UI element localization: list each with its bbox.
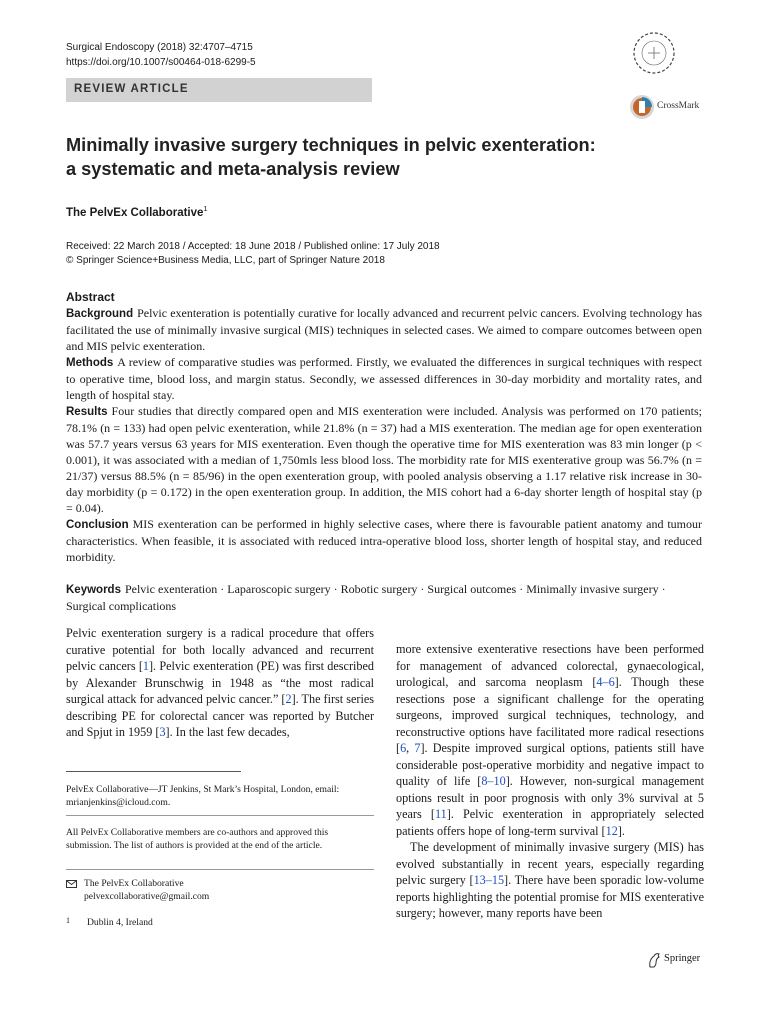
contact-name: The PelvEx Collaborative [84, 878, 184, 889]
body-text: ]. Though these resections pose a significant challenge for the operating surgeons, improved surgical techniques, technology, and reconstructive options have facilitated more radical resections [ [396, 675, 704, 755]
society-seal-icon [628, 28, 680, 78]
doi-link[interactable]: https://doi.org/10.1007/s00464-018-6299-5 [66, 57, 256, 68]
footnote-contact [84, 878, 392, 903]
abstract-methods-text: A review of comparative studies was performed. Firstly, we evaluated the differences in surgical techniques with respect to operative time, blood loss, and margin status. Secondly, we assessed differences in 30-day morbidity and mortality rates, and length of hospital stay. [66, 355, 702, 402]
abstract-body [66, 305, 702, 565]
copyright: © Springer Science+Business Media, LLC, part of Springer Nature 2018 [66, 255, 385, 266]
contact-email[interactable]: pelvexcollaborative@gmail.com [84, 890, 210, 902]
body-text: ]. However, non-surgical management options result in poor prognosis with only 3% survival at 5 years [ [396, 774, 704, 821]
body-text: ]. Pelvic exenteration in appropriately selected patients offers hope of long-term survival [ [396, 807, 704, 838]
crossmark-icon [629, 94, 655, 120]
body-text: more extensive exenterative resections have been performed for management of advanced colorectal, gynaecological, urological, and sarcoma neoplasm [ [396, 642, 704, 689]
crossmark-label: CrossMark [657, 101, 700, 111]
article-type-label: REVIEW ARTICLE [74, 83, 189, 95]
body-paragraph-1 [66, 625, 374, 741]
body-text: ]. [617, 823, 625, 838]
abstract-results [66, 403, 702, 516]
mail-envelope-flap [67, 881, 76, 887]
citation-link[interactable]: 8–10 [481, 774, 506, 788]
body-paragraph-3 [396, 839, 704, 922]
title-line-2: a systematic and meta-analysis review [66, 159, 400, 179]
footnote-divider [66, 771, 241, 772]
body-column-left [66, 625, 374, 741]
keywords-label: Keywords [66, 584, 121, 596]
affiliation-mark: 1 [203, 204, 208, 213]
citation-link[interactable]: 12 [605, 823, 618, 838]
body-column-right [396, 641, 704, 922]
authors [66, 204, 208, 219]
citation-link[interactable]: 3 [159, 725, 166, 739]
footnote-affiliation: PelvEx Collaborative—JT Jenkins, St Mark’s Hospital, London, email: mrianjenkins@icloud.com. [66, 784, 340, 808]
abstract-conclusion-text: MIS exenteration can be performed in highly selective cases, where there is favourable patient anatomy and tumour characteristics. When feasible, it is associated with reduced intra-operative blood loss, shorter length of hospital stay, and reduced morbidity. [66, 517, 702, 564]
abstract-background-text: Pelvic exenteration is potentially curative for locally advanced and recurrent pelvic cancers. Evolving technology has facilitated the use of minimally invasive surgical (MIS) techniques in selected cases. We aimed to compare outcomes between open and MIS pelvic exenteration. [66, 306, 702, 353]
citation-link[interactable]: 7 [414, 741, 421, 755]
keywords [66, 581, 702, 614]
footnote-location-mark: 1 [66, 916, 70, 925]
body-text: ]. In the last few decades, [165, 725, 290, 739]
citation-link[interactable]: 13–15 [473, 873, 505, 887]
publisher-logo-text: Springer [664, 953, 701, 964]
footnote-divider [66, 815, 374, 816]
footnote-divider [66, 869, 374, 870]
abstract-conclusion-label: Conclusion [66, 519, 129, 531]
publication-dates: Received: 22 March 2018 / Accepted: 18 June 2018 / Published online: 17 July 2018 [66, 241, 440, 252]
springer-horse-icon [647, 952, 661, 968]
mail-icon [66, 880, 77, 888]
keywords-text: Pelvic exenteration · Laparoscopic surgery · Robotic surgery · Surgical outcomes · Minimally invasive surgery · Surgical complications [66, 582, 666, 613]
footnote-location: Dublin 4, Ireland [87, 917, 153, 928]
citation-link[interactable]: 11 [434, 807, 447, 821]
body-text: , [406, 741, 415, 755]
citation-link[interactable]: 2 [285, 692, 292, 706]
article-title [66, 133, 706, 181]
author-name[interactable]: The PelvEx Collaborative [66, 206, 204, 219]
abstract-methods-label: Methods [66, 357, 114, 369]
citation-link[interactable]: 6 [400, 741, 407, 755]
abstract-conclusion [66, 516, 702, 565]
body-text: ]. Despite improved surgical options, patients still have considerable post-operative morbidity and negative impact to quality of life [ [396, 741, 705, 788]
body-paragraph-2 [396, 641, 704, 839]
journal-citation: Surgical Endoscopy (2018) 32:4707–4715 [66, 42, 253, 53]
body-text: ]. The first series describing PE for colorectal cancer was reported by Butcher and Spjut in 1959 [ [66, 692, 374, 739]
citation-link[interactable]: 4–6 [596, 675, 615, 689]
body-text: ]. Pelvic exenteration (PE) was first described by Alexander Brunschwig in 1948 as “the most radical surgical attack for advanced pelvic cancer.” [ [66, 659, 375, 706]
title-line-1: Minimally invasive surgery techniques in pelvic exenteration: [66, 135, 596, 155]
body-text: The development of minimally invasive surgery (MIS) has evolved substantially in recent years, especially regarding pelvic surgery [ [396, 840, 704, 887]
abstract-results-text: Four studies that directly compared open and MIS exenteration were included. Analysis was performed on 170 patients; 78.1% (n = 133) had open pelvic exenteration, while 21.8% (n = 37) had a MIS exenteration. The median age for open exenteration was 57.7 years versus 63 years for MIS exenteration. Even though the operative time for MIS exenteration was 83 min longer (p < 0.001), it was associated with a median of 1,750mls less blood loss. The morbidity rate for MIS exenterative group was 56.7% (n = 21/37) versus 88.5% (n = 85/96) in the open exenteration group, with pooled analysis observing a 1.17 relative risk increase in 30-day morbidity (p = 0.172) in the open exenteration group. In addition, the MIS cohort had a 6-day shorter length of hospital stay (p = 0.04). [66, 404, 702, 515]
abstract-background-label: Background [66, 308, 134, 320]
citation-link[interactable]: 1 [142, 659, 149, 673]
body-text: ]. There have been sporadic low-volume reports highlighting the potential promise for MIS exenterative surgery; however, many reports have been [396, 873, 704, 920]
footnote-members: All PelvEx Collaborative members are co-authors and approved this submission. The list of authors is provided at the end of the article. [66, 827, 329, 851]
abstract-heading: Abstract [66, 290, 115, 304]
body-text: Pelvic exenteration surgery is a radical procedure that offers curative potential for both locally advanced and recurrent pelvic cancers [ [66, 626, 374, 673]
abstract-results-label: Results [66, 406, 108, 418]
abstract-methods [66, 354, 702, 403]
abstract-background [66, 305, 702, 354]
